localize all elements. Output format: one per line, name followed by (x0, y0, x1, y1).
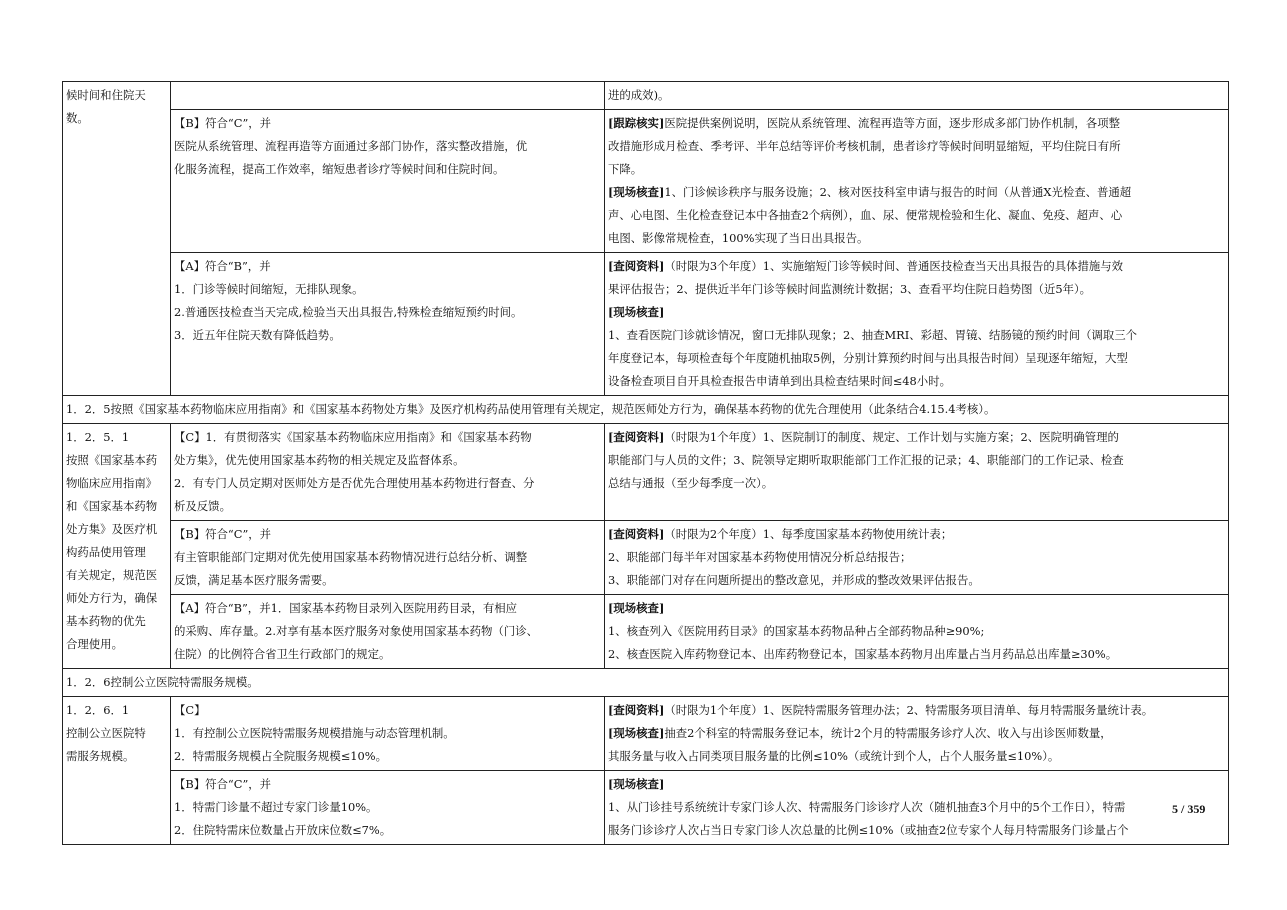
table-row (63, 521, 1229, 595)
table-row (63, 595, 1229, 669)
standard-cell: 【B】符合“C”，并 医院从系统管理、流程再造等方面通过多部门协作，落实整改措施，优 化服务流程，提高工作效率，缩短患者诊疗等候时间和住院时间。 (171, 110, 605, 253)
reference-cell: [查阅资料]（时限为3个年度）1、实施缩短门诊等候时间、普通医技检查当天出具报告的具体措施与效 果评估报告；2、提供近半年门诊等候时间监测统计数据；3、查看平均住院日趋势图（近5年）。 [现场核查] 1、查看医院门诊就诊情况，窗口无排队现象；2、抽查MRI、彩超、胃镜、结肠镜的预约时间（调取三个 年度登记本，每项检查每个年度随机抽取5例，分别计算预约时间与出具报告时间）呈现逐年缩短，大型 设备检查项目自开具检查报告申请单到出具检查结果时间≤48小时。 (605, 253, 1229, 396)
item-cell: 1．2．6．1 控制公立医院特 需服务规模。 (63, 697, 171, 845)
reference-cell: [查阅资料]（时限为2个年度）1、每季度国家基本药物使用统计表； 2、职能部门每半年对国家基本药物使用情况分析总结报告； 3、职能部门对存在问题所提出的整改意见，并形成的整改效果评估报告。 (605, 521, 1229, 595)
reference-cell: [跟踪核实]医院提供案例说明，医院从系统管理、流程再造等方面，逐步形成多部门协作机制，各项整 改措施形成月检查、季考评、半年总结等评价考核机制，患者诊疗等候时间明显缩短，平均住院日有所 下降。 [现场核查]1、门诊候诊秩序与服务设施；2、核对医技科室申请与报告的时间（从普通X光检查、普通超 声、心电图、生化检查登记本中各抽查2个病例），血、尿、便常规检验和生化、凝血、免疫、超声、心 电图、影像常规检查，100%实现了当日出具报告。 (605, 110, 1229, 253)
reference-cell: [查阅资料]（时限为1个年度）1、医院制订的制度、规定、工作计划与实施方案；2、医院明确管理的 职能部门与人员的文件；3、院领导定期听取职能部门工作汇报的记录；4、职能部门的工作记录、检查 总结与通报（至少每季度一次）。 (605, 424, 1229, 521)
reference-cell: [查阅资料]（时限为1个年度）1、医院特需服务管理办法；2、特需服务项目清单、每月特需服务量统计表。 [现场核查]抽查2个科室的特需服务登记本，统计2个月的特需服务诊疗人次、收入与出诊医师数量， 其服务量与收入占同类项目服务量的比例≤10%（或统计到个人，占个人服务量≤10%）。 (605, 697, 1229, 771)
table-row (63, 424, 1229, 521)
page-number: 5 / 359 (1172, 802, 1206, 816)
table-row (63, 82, 1229, 110)
section-heading: 1．2．5按照《国家基本药物临床应用指南》和《国家基本药物处方集》及医疗机构药品使用管理有关规定，规范医师处方行为，确保基本药物的优先合理使用（此条结合4.15.4考核）。 (63, 396, 1229, 424)
table-row (63, 771, 1229, 845)
item-cell: 1．2．5．1 按照《国家基本药 物临床应用指南》 和《国家基本药物 处方集》及医疗机 构药品使用管理 有关规定，规范医 师处方行为，确保 基本药物的优先 合理使用。 (63, 424, 171, 669)
standard-cell: 【C】1．有贯彻落实《国家基本药物临床应用指南》和《国家基本药物 处方集》，优先使用国家基本药物的相关规定及监督体系。 2．有专门人员定期对医师处方是否优先合理使用基本药物进行督查、分 析及反馈。 (171, 424, 605, 521)
reference-cell: [现场核查] 1、核查列入《医院用药目录》的国家基本药物品种占全部药物品种≥90%; 2、核查医院入库药物登记本、出库药物登记本，国家基本药物月出库量占当月药品总出库量≥30%。 (605, 595, 1229, 669)
standard-cell: 【A】符合“B”，并 1．门诊等候时间缩短，无排队现象。 2.普通医技检查当天完成,检验当天出具报告,特殊检查缩短预约时间。 3．近五年住院天数有降低趋势。 (171, 253, 605, 396)
table-row (63, 669, 1229, 697)
standard-cell: 【B】符合“C”，并 1．特需门诊量不超过专家门诊量10%。 2．住院特需床位数量占开放床位数≤7%。 (171, 771, 605, 845)
reference-cell: 进的成效)。 (605, 82, 1229, 110)
table-row (63, 110, 1229, 253)
standard-cell: 【C】 1．有控制公立医院特需服务规模措施与动态管理机制。 2．特需服务规模占全院服务规模≤10%。 (171, 697, 605, 771)
standard-cell: 【A】符合“B”，并1．国家基本药物目录列入医院用药目录，有相应 的采购、库存量。2.对享有基本医疗服务对象使用国家基本药物（门诊、 住院）的比例符合省卫生行政部门的规定。 (171, 595, 605, 669)
standard-cell (171, 82, 605, 110)
table-row (63, 697, 1229, 771)
item-cell: 候时间和住院天 数。 (63, 82, 171, 396)
standard-cell: 【B】符合“C”，并 有主管职能部门定期对优先使用国家基本药物情况进行总结分析、调整 反馈，满足基本医疗服务需要。 (171, 521, 605, 595)
reference-cell: [现场核查] 1、从门诊挂号系统统计专家门诊人次、特需服务门诊诊疗人次（随机抽查3个月中的5个工作日），特需 服务门诊诊疗人次占当日专家门诊人次总量的比例≤10%（或抽查2位专家个人每月特需服务门诊量占个 (605, 771, 1229, 845)
standards-table (62, 81, 1229, 845)
table-row (63, 253, 1229, 396)
table-row (63, 396, 1229, 424)
section-heading: 1．2．6控制公立医院特需服务规模。 (63, 669, 1229, 697)
